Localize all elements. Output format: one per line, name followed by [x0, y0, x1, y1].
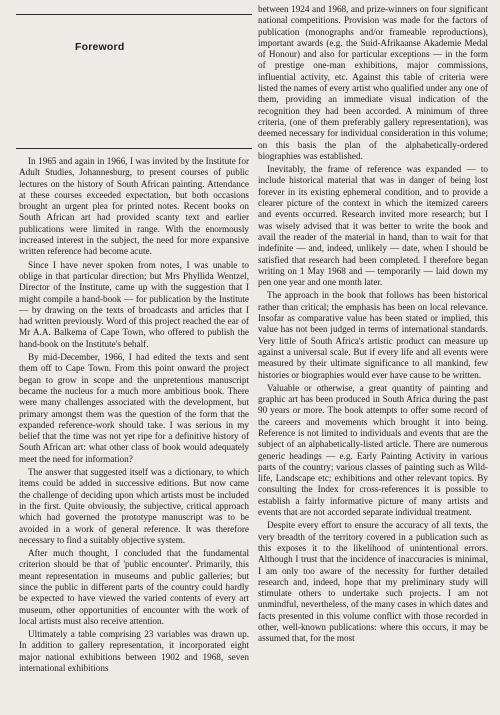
paragraph: Since I have never spoken from notes, I was unable to oblige in that particular direction; but Mrs Phyllida Wentzel, Director of the Institute, came up with the suggestion that I might compile a hand-book — for publication by the Institute — by drawing on the texts of broadcasts and articles that I had written previously. Word of this project reached the ear of Mr A.A. Balkema of Cape Town, who offered to publish the hand-book on the Institute's behalf.	[19, 259, 249, 349]
paragraph: Ultimately a table comprising 23 variables was drawn up. In addition to gallery representation, it incorporated eight major national exhibitions between 1902 and 1968, seven international exhibitions	[19, 629, 249, 674]
paragraph: Despite every effort to ensure the accuracy of all texts, the very breadth of the territory covered in a publication such as this exposes it to the likelihood of unintentional errors. Although I trust that the incidence of inaccuracies is minimal, I am only too aware of the necessity for further detailed research and, indeed, hope that my preliminary study will stimulate others to undertake such projects. I am not unmindful, nevertheless, of the many cases in which dates and facts presented in this volume conflict with those recorded in other, well-known publications: where this occurs, it may be assumed that, for the most	[258, 520, 488, 644]
paragraph: The answer that suggested itself was a dictionary, to which items could be added in successive editions. But now came the challenge of deciding upon which artists must be included in the first. Quite obviously, the subjective, critical approach which had governed the prototype manuscript was to be avoided in a work of general reference. It was therefore necessary to find a suitably objective system.	[19, 467, 249, 545]
paragraph: Valuable or otherwise, a great quantity of painting and graphic art has been produced in South Africa during the past 90 years or more. The book attempts to offer some record of the careers and movements which brought it into being. Reference is not limited to individuals and events that are the subject of an alphabetically-listed article. There are numerous generic headings — e.g. Early Painting Activity in various parts of the country; various classes of painting such as Wild-life, Landscape etc; exhibitions and other relevant topics. By consulting the Index for cross-references it is possible to establish a fairly informative picture of many artists and events that are not accorded separate individual treatment.	[258, 382, 488, 518]
paragraph: between 1924 and 1968, and prize-winners on four significant national competitions. Provision was made for the factors of publication (monographs and/or frameable reproductions), important awards (e.g. the Suid-Afrikaanse Akademie Medal of Honour) and also for particular exceptions — in the form of prestige one-man exhibitions, major commissions, influential activity, etc. Against this table of criteria were listed the names of every artist who qualified under any one of them, providing an immediate visual indication of the recognition they had been accorded. A minimum of three criteria, (one of them preferably gallery representation), was deemed necessary for individual consideration in this volume; on this basis the plan of the alphabetically-ordered biographies was established.	[258, 4, 488, 161]
paragraph: Inevitably, the frame of reference was expanded — to include historical material that was in danger of being lost forever in its existing ephemeral condition, and to provide a clearer picture of the context in which the itemized careers and events occurred. Research invited more research; but I was wisely advised that it was better to write the book and avail the reader of the material in hand, than to wait for that indefinite — and, indeed, unlikely — date, when I should be satisfied that research had been completed. I therefore began writing on 1 May 1968 and — temporarily — laid down my pen one year and one month later.	[258, 164, 488, 288]
paragraph: By mid-December, 1966, I had edited the texts and sent them off to Cape Town. From this point onward the project began to grow in scope and the unpretentious manuscript became the nucleus for a much more ambitious book. There were many challenges associated with the development, but primary amongst them was the question of the form that the expanded reference-work should take. I was serious in my belief that the time was not yet ripe for a definitive history of South African art: what other class of book would adequately meet the need for information?	[19, 352, 249, 464]
page-title: Foreword	[75, 41, 125, 53]
heading-rule	[16, 148, 252, 149]
paragraph: After much thought, I concluded that the fundamental criterion should be that of 'public encounter'. Primarily, this meant representation in museums and public galleries; but since the public in different parts of the country could hardly be expected to have viewed the varied contents of every art museum, other opportunities of encounter with the work of local artists must also receive attention.	[19, 548, 249, 626]
top-rule	[16, 14, 252, 15]
right-column	[258, 4, 488, 647]
paragraph: In 1965 and again in 1966, I was invited by the Institute for Adult Studies, Johannesburg, to present courses of public lectures on the history of South African painting. Attendance at these courses exceeded expectation, but both occasions brought an urgent plea for printed notes. Recent books on South African art had provided scanty text and earlier publications were limited in range. With the enormously increased interest in the subject, the need for more expansive written reference had become acute.	[19, 156, 249, 257]
paragraph: The approach in the book that follows has been historical rather than critical; the emphasis has been on local relevance. Insofar as comparative value has been stated or implied, this value has not been judged in terms of international standards. Very little of South Africa's artistic product can measure up against a universal scale. But if every life and all events were measured by their ultimate significance to all mankind, few histories or biographies would ever have cause to be written.	[258, 290, 488, 380]
left-column	[19, 156, 249, 676]
